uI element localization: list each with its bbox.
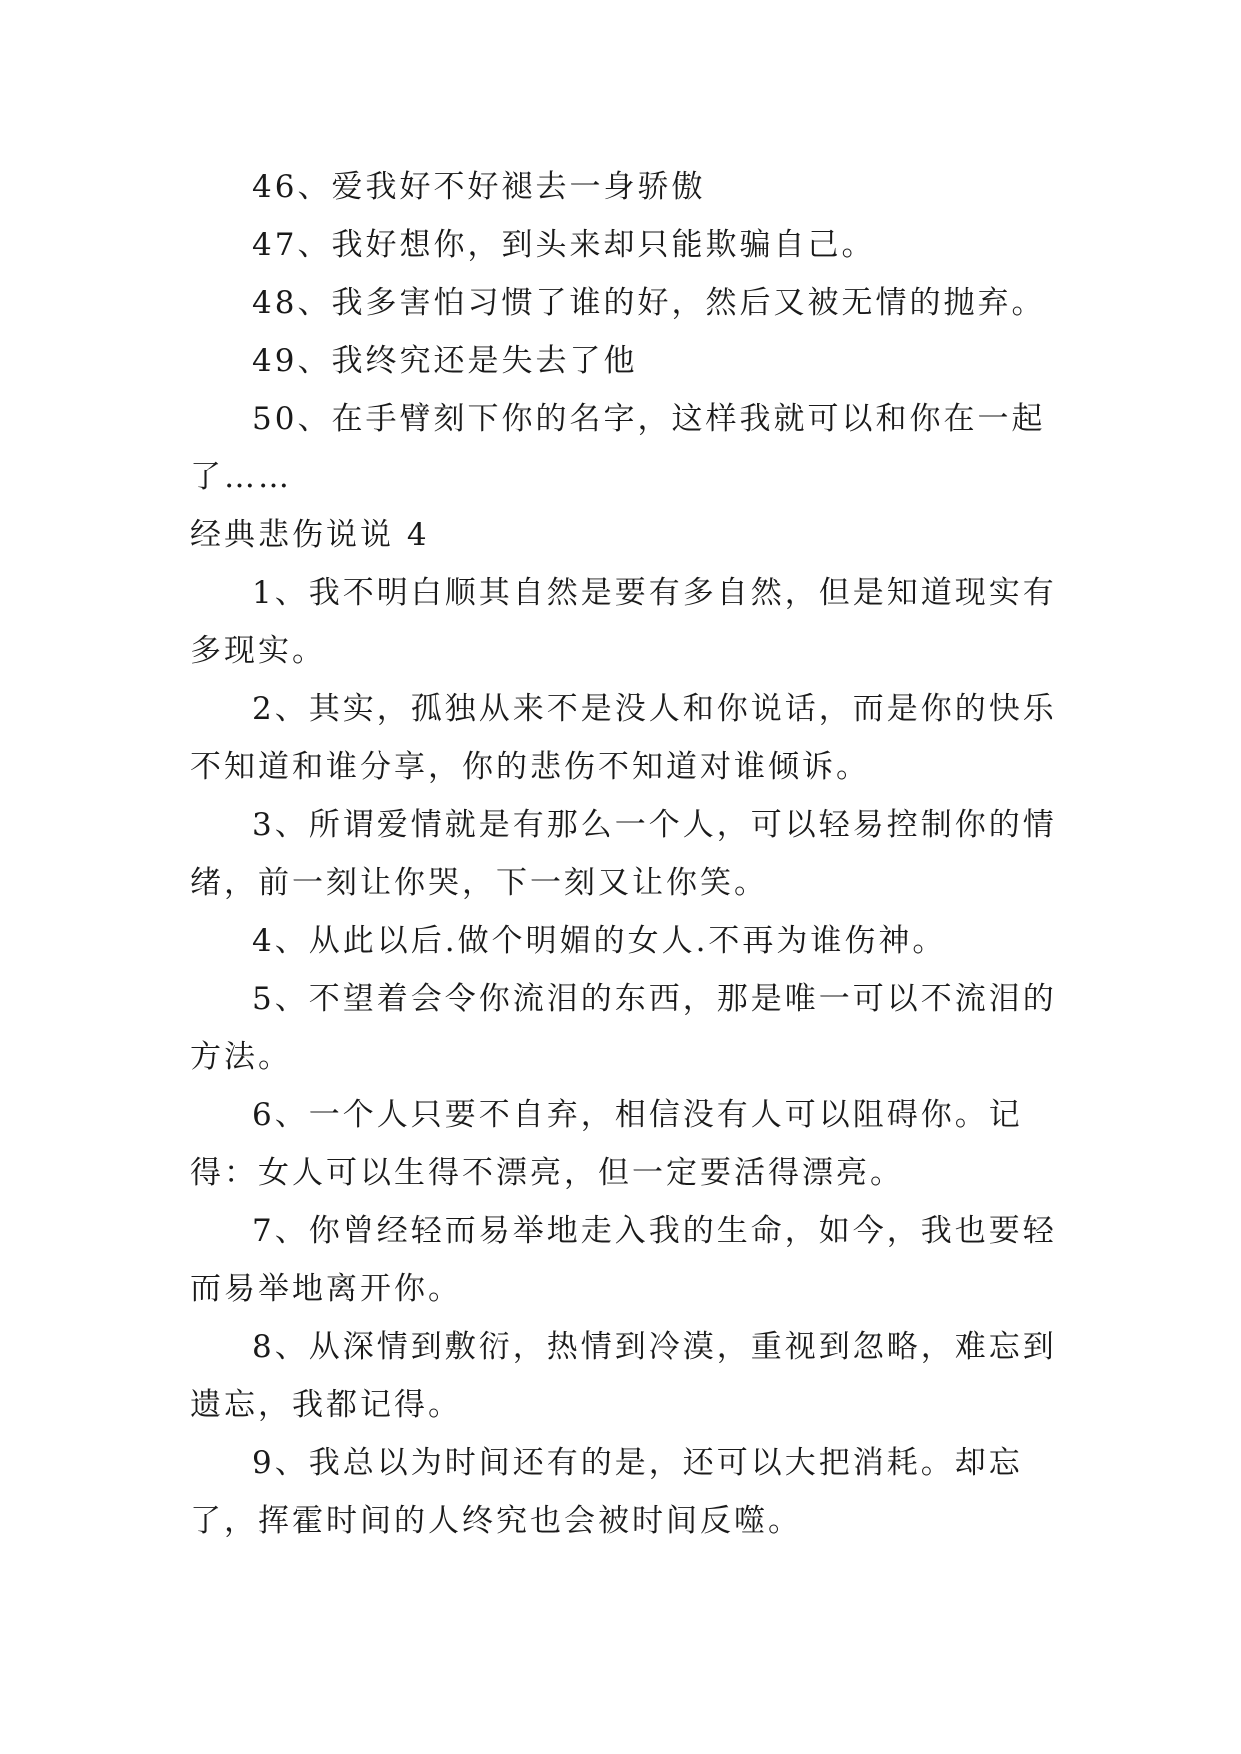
list-item-48: 48、我多害怕习惯了谁的好，然后又被无情的抛弃。 — [252, 285, 1046, 321]
section-title: 经典悲伤说说 4 — [190, 517, 430, 553]
list-item-46: 46、爱我好不好褪去一身骄傲 — [252, 169, 706, 205]
list-item-50: 50、在手臂刻下你的名字，这样我就可以和你在一起了…… — [190, 401, 1046, 495]
list-item-6: 6、一个人只要不自弃，相信没有人可以阻碍你。记得：女人可以生得不漂亮，但一定要活得漂亮。 — [190, 1097, 1023, 1191]
list-item-2: 2、其实，孤独从来不是没人和你说话，而是你的快乐不知道和谁分享，你的悲伤不知道对谁倾诉。 — [190, 691, 1057, 785]
list-item-8: 8、从深情到敷衍，热情到冷漠，重视到忽略，难忘到遗忘，我都记得。 — [190, 1329, 1057, 1423]
list-item-9: 9、我总以为时间还有的是，还可以大把消耗。却忘了，挥霍时间的人终究也会被时间反噬。 — [190, 1445, 1023, 1539]
document-body — [190, 158, 1070, 1550]
list-item-1: 1、我不明白顺其自然是要有多自然，但是知道现实有多现实。 — [190, 575, 1057, 669]
list-item-4: 4、从此以后.做个明媚的女人.不再为谁伤神。 — [252, 923, 947, 959]
list-item-47: 47、我好想你，到头来却只能欺骗自己。 — [252, 227, 876, 263]
list-item-3: 3、所谓爱情就是有那么一个人，可以轻易控制你的情绪，前一刻让你哭，下一刻又让你笑。 — [190, 807, 1057, 901]
list-item-49: 49、我终究还是失去了他 — [252, 343, 638, 379]
list-item-5: 5、不望着会令你流泪的东西，那是唯一可以不流泪的方法。 — [190, 981, 1057, 1075]
list-item-7: 7、你曾经轻而易举地走入我的生命，如今，我也要轻而易举地离开你。 — [190, 1213, 1057, 1307]
